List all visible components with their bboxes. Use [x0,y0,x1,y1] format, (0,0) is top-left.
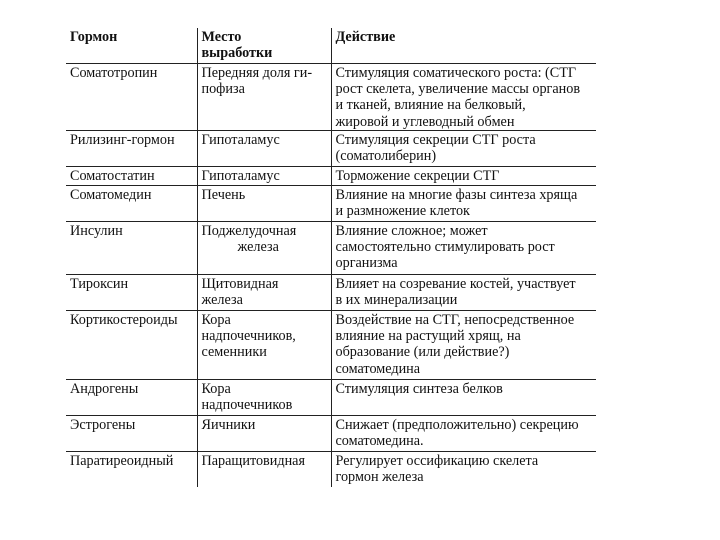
action-cell [331,416,596,452]
table-row [66,222,596,275]
cell-line: железа [201,292,243,309]
cell-line: Кора [201,381,231,397]
cell-line: надпочечников, [201,328,296,345]
hormone-cell [66,380,197,416]
cell-line: Гипоталамус [201,168,280,184]
header-hormone [66,28,197,64]
table-row [66,186,596,222]
site-cell [197,186,331,222]
site-cell [197,380,331,416]
header-site [197,28,331,64]
table-row [66,167,596,186]
cell-line: надпочечников [201,397,293,414]
site-cell [197,222,331,275]
site-cell [197,131,331,167]
cell-line: пофиза [201,81,245,98]
action-cell [331,131,596,167]
cell-line: соматомедина. [335,433,424,450]
cell-line: образование (или действие?) [335,344,510,361]
cell-line: Кора [201,312,231,328]
cell-line: Влияет на созревание костей, участвует [335,276,576,292]
hormone-cell [66,131,197,167]
cell-line: железа [237,239,279,256]
cell-line: Печень [201,187,246,203]
cell-line: Торможение секреции СТГ [335,168,500,184]
cell-line: самостоятельно стимулировать рост [335,239,555,256]
cell-line: Стимуляция соматического роста: (СТГ [335,65,577,81]
table-row [66,64,596,131]
cell-line: Воздействие на СТГ, непосредственное [335,312,575,328]
cell-line: Снижает (предположительно) секрецию [335,417,579,433]
cell-line: Стимуляция секреции СТГ роста [335,132,536,148]
hormone-cell [66,222,197,275]
cell-line: соматомедина [335,360,421,377]
header-action [331,28,596,64]
cell-line: Тироксин [70,276,129,292]
header-text: Гормон [70,29,118,45]
cell-line: жировой и углеводный обмен [335,113,515,130]
cell-line: Яичники [201,417,256,433]
table-row [66,131,596,167]
cell-line: Соматостатин [70,168,155,184]
cell-line: Поджелудочная [201,223,297,239]
cell-line: в их минерализации [335,292,458,309]
hormone-cell [66,64,197,131]
cell-line: Передняя доля ги- [201,65,313,81]
site-cell [197,275,331,311]
cell-line: Кортикостероиды [70,312,178,328]
hormone-cell [66,275,197,311]
cell-line: Инсулин [70,223,123,239]
action-cell [331,64,596,131]
table-row [66,416,596,452]
table-header-row [66,28,596,64]
cell-line: Стимуляция синтеза белков [335,381,503,397]
table-row [66,275,596,311]
hormone-cell [66,186,197,222]
table-row [66,311,596,380]
table-row [66,380,596,416]
cell-line: рост скелета, увеличение массы органов [335,81,581,98]
cell-line: Гипоталамус [201,132,280,148]
header-text: Место [201,29,242,45]
hormone-cell [66,167,197,186]
action-cell [331,311,596,380]
hormone-cell [66,452,197,488]
action-cell [331,186,596,222]
cell-line: Паращитовидная [201,453,305,469]
site-cell [197,167,331,186]
action-cell [331,452,596,488]
header-text: Действие [335,29,396,45]
hormone-cell [66,311,197,380]
hormone-cell [66,416,197,452]
action-cell [331,380,596,416]
cell-line: Влияние сложное; может [335,223,488,239]
action-cell [331,222,596,275]
cell-line: Рилизинг-гормон [70,132,175,148]
cell-line: Паратиреоидный [70,453,174,469]
cell-line: влияние на растущий хрящ, на [335,328,521,345]
cell-line: Соматомедин [70,187,152,203]
site-cell [197,311,331,380]
cell-line: Регулирует оссификацию скелета [335,453,539,469]
cell-line: организма [335,255,398,272]
cell-line: Щитовидная [201,276,279,292]
cell-line: семенники [201,344,267,361]
table-row [66,452,596,488]
cell-line: Влияние на многие фазы синтеза хряща [335,187,578,203]
site-cell [197,452,331,488]
action-cell [331,275,596,311]
cell-line: Соматотропин [70,65,158,81]
cell-line: (соматолиберин) [335,148,437,165]
site-cell [197,64,331,131]
hormone-table [66,28,596,487]
header-text: выработки [201,45,273,62]
cell-line: и размножение клеток [335,203,470,220]
cell-line: гормон железа [335,469,424,486]
cell-line: Эстрогены [70,417,136,433]
cell-line: и тканей, влияние на белковый, [335,97,526,114]
cell-line: Андрогены [70,381,139,397]
site-cell [197,416,331,452]
document-page [66,28,596,506]
action-cell [331,167,596,186]
